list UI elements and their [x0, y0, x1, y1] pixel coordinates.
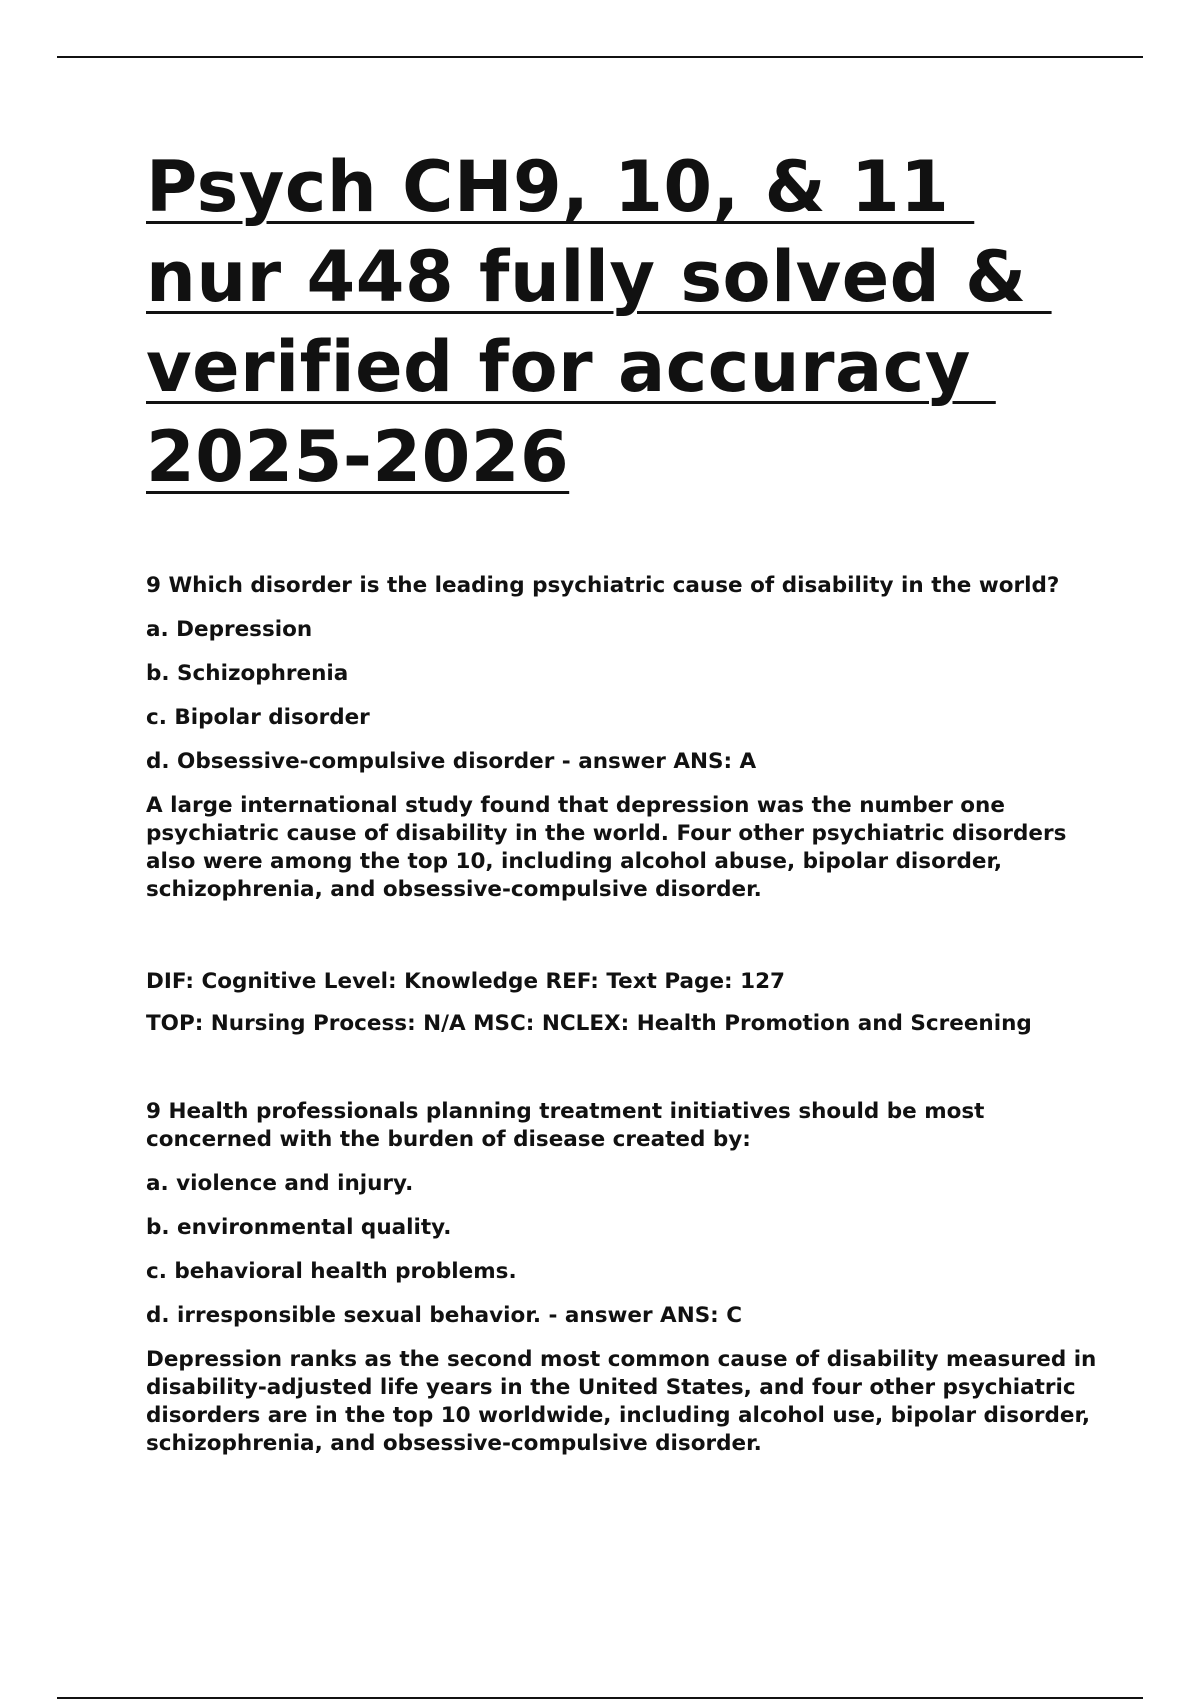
answer-option: a. Depression [146, 617, 313, 642]
bottom-divider [57, 1697, 1143, 1699]
document-body [146, 142, 1106, 1474]
title-line: verified for accuracy [146, 326, 996, 408]
answer-option: b. environmental quality. [146, 1215, 452, 1240]
difficulty-reference: DIF: Cognitive Level: Knowledge REF: Text Page: 127 [146, 969, 785, 994]
title-line: 2025-2026 [146, 416, 570, 498]
question-stem: 9 Health professionals planning treatment initiatives should be most concerned with the burden of disease created by: [146, 1099, 985, 1152]
answer-option: c. Bipolar disorder [146, 705, 370, 730]
rationale-text: A large international study found that depression was the number one psychiatric cause of disability in the world. Four other psychiatric disorders also were among the top 10, including alcohol abuse, bipolar disorder, schizophrenia, and obsessive-compulsive disorder. [146, 793, 1067, 902]
title-line: Psych CH9, 10, & 11 [146, 146, 975, 228]
topic-classification: TOP: Nursing Process: N/A MSC: NCLEX: Health Promotion and Screening [146, 1011, 1032, 1036]
document-title [146, 142, 1086, 502]
answer-option-with-key: d. Obsessive-compulsive disorder - answer ANS: A [146, 749, 757, 774]
question-2 [146, 1098, 1106, 1458]
answer-option-with-key: d. irresponsible sexual behavior. - answer ANS: C [146, 1303, 743, 1328]
answer-option: c. behavioral health problems. [146, 1259, 517, 1284]
title-line: nur 448 fully solved & [146, 236, 1052, 318]
question-1 [146, 572, 1106, 1038]
answer-option: b. Schizophrenia [146, 661, 349, 686]
answer-option: a. violence and injury. [146, 1171, 414, 1196]
rationale-text: Depression ranks as the second most common cause of disability measured in disability-adjusted life years in the United States, and four other psychiatric disorders are in the top 10 worldwide, including alcohol use, bipolar disorder, schizophrenia, and obsessive-compulsive disorder. [146, 1347, 1097, 1456]
question-stem: 9 Which disorder is the leading psychiatric cause of disability in the world? [146, 573, 1060, 598]
top-divider [57, 56, 1143, 58]
